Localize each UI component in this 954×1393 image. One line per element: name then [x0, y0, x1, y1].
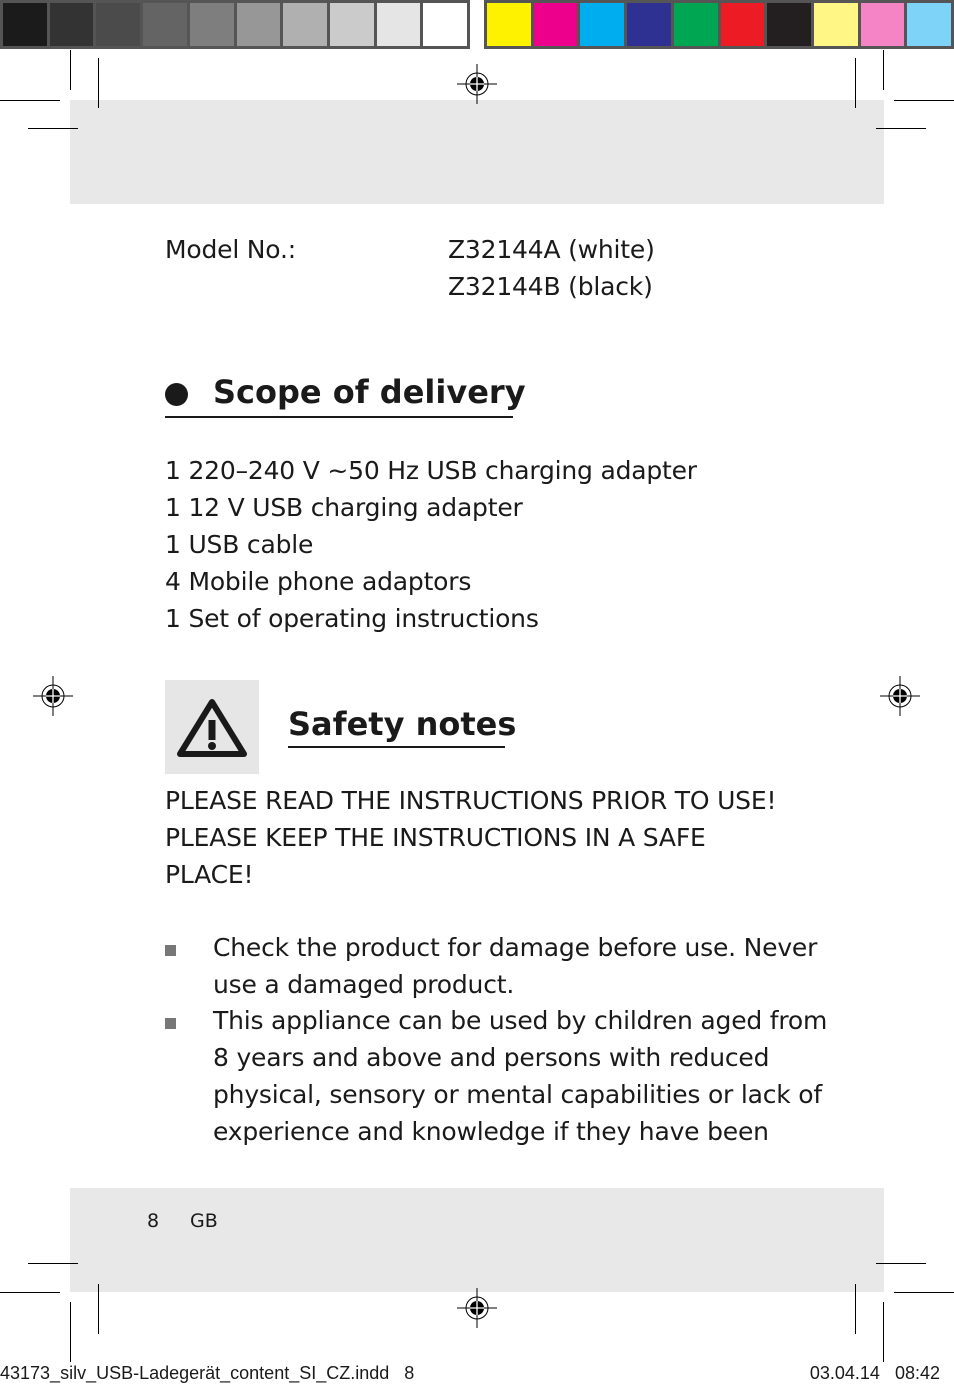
color-bar [484, 0, 954, 49]
warning-triangle-icon [165, 680, 259, 774]
heading-underline [288, 746, 505, 748]
scope-item: 1 12 V USB charging adapter [165, 493, 523, 522]
color-swatch [627, 3, 671, 46]
safety-bullet-text: use a damaged product. [213, 970, 515, 999]
scope-item: 1 220–240 V ~50 Hz USB charging adapter [165, 456, 697, 485]
registration-mark-icon [880, 676, 920, 716]
registration-mark-icon [457, 1288, 497, 1328]
page-number: 8 [147, 1210, 160, 1232]
page-language: GB [190, 1210, 218, 1232]
color-swatch [814, 3, 858, 46]
warning-box [165, 680, 259, 774]
heading-underline [165, 416, 513, 418]
bullet-square-icon [165, 1018, 176, 1029]
scope-heading: Scope of delivery [213, 373, 526, 411]
color-swatch [50, 3, 94, 46]
safety-bullet-text: Check the product for damage before use. Never [213, 933, 818, 962]
scope-item: 1 Set of operating instructions [165, 604, 539, 633]
registration-mark-icon [457, 64, 497, 104]
color-swatch [283, 3, 327, 46]
color-swatch [377, 3, 421, 46]
slug-filename: 43173_silv_USB-Ladegerät_content_SI_CZ.indd 8 [0, 1363, 415, 1383]
scope-item: 4 Mobile phone adaptors [165, 567, 472, 596]
safety-bullet-text: This appliance can be used by children aged from [213, 1006, 828, 1035]
safety-bullet-text: physical, sensory or mental capabilities or lack of [213, 1080, 823, 1109]
safety-heading: Safety notes [288, 705, 517, 743]
header-band [70, 100, 884, 204]
scope-item: 1 USB cable [165, 530, 314, 559]
color-swatch [674, 3, 718, 46]
color-swatch [907, 3, 951, 46]
color-swatch [534, 3, 578, 46]
color-swatch [3, 3, 47, 46]
color-swatch [861, 3, 905, 46]
color-swatch [237, 3, 281, 46]
color-swatch [190, 3, 234, 46]
color-swatch [143, 3, 187, 46]
model-value: Z32144B (black) [448, 272, 653, 301]
safety-bullet-text: experience and knowledge if they have been [213, 1117, 769, 1146]
model-label: Model No.: [165, 235, 296, 264]
grayscale-bar [0, 0, 470, 49]
bullet-square-icon [165, 945, 176, 956]
registration-mark-icon [33, 676, 73, 716]
warning-line: PLACE! [165, 860, 254, 889]
safety-bullet-text: 8 years and above and persons with reduced [213, 1043, 770, 1072]
color-swatch [721, 3, 765, 46]
warning-line: PLEASE KEEP THE INSTRUCTIONS IN A SAFE [165, 823, 706, 852]
color-swatch [487, 3, 531, 46]
color-swatch [96, 3, 140, 46]
slug-date: 03.04.14 08:42 [809, 1363, 940, 1383]
warning-line: PLEASE READ THE INSTRUCTIONS PRIOR TO USE! [165, 786, 777, 815]
color-swatch [423, 3, 467, 46]
model-value: Z32144A (white) [448, 235, 655, 264]
bullet-dot-icon [165, 383, 188, 406]
footer-band [70, 1188, 884, 1292]
color-swatch [580, 3, 624, 46]
color-swatch [767, 3, 811, 46]
color-swatch [330, 3, 374, 46]
